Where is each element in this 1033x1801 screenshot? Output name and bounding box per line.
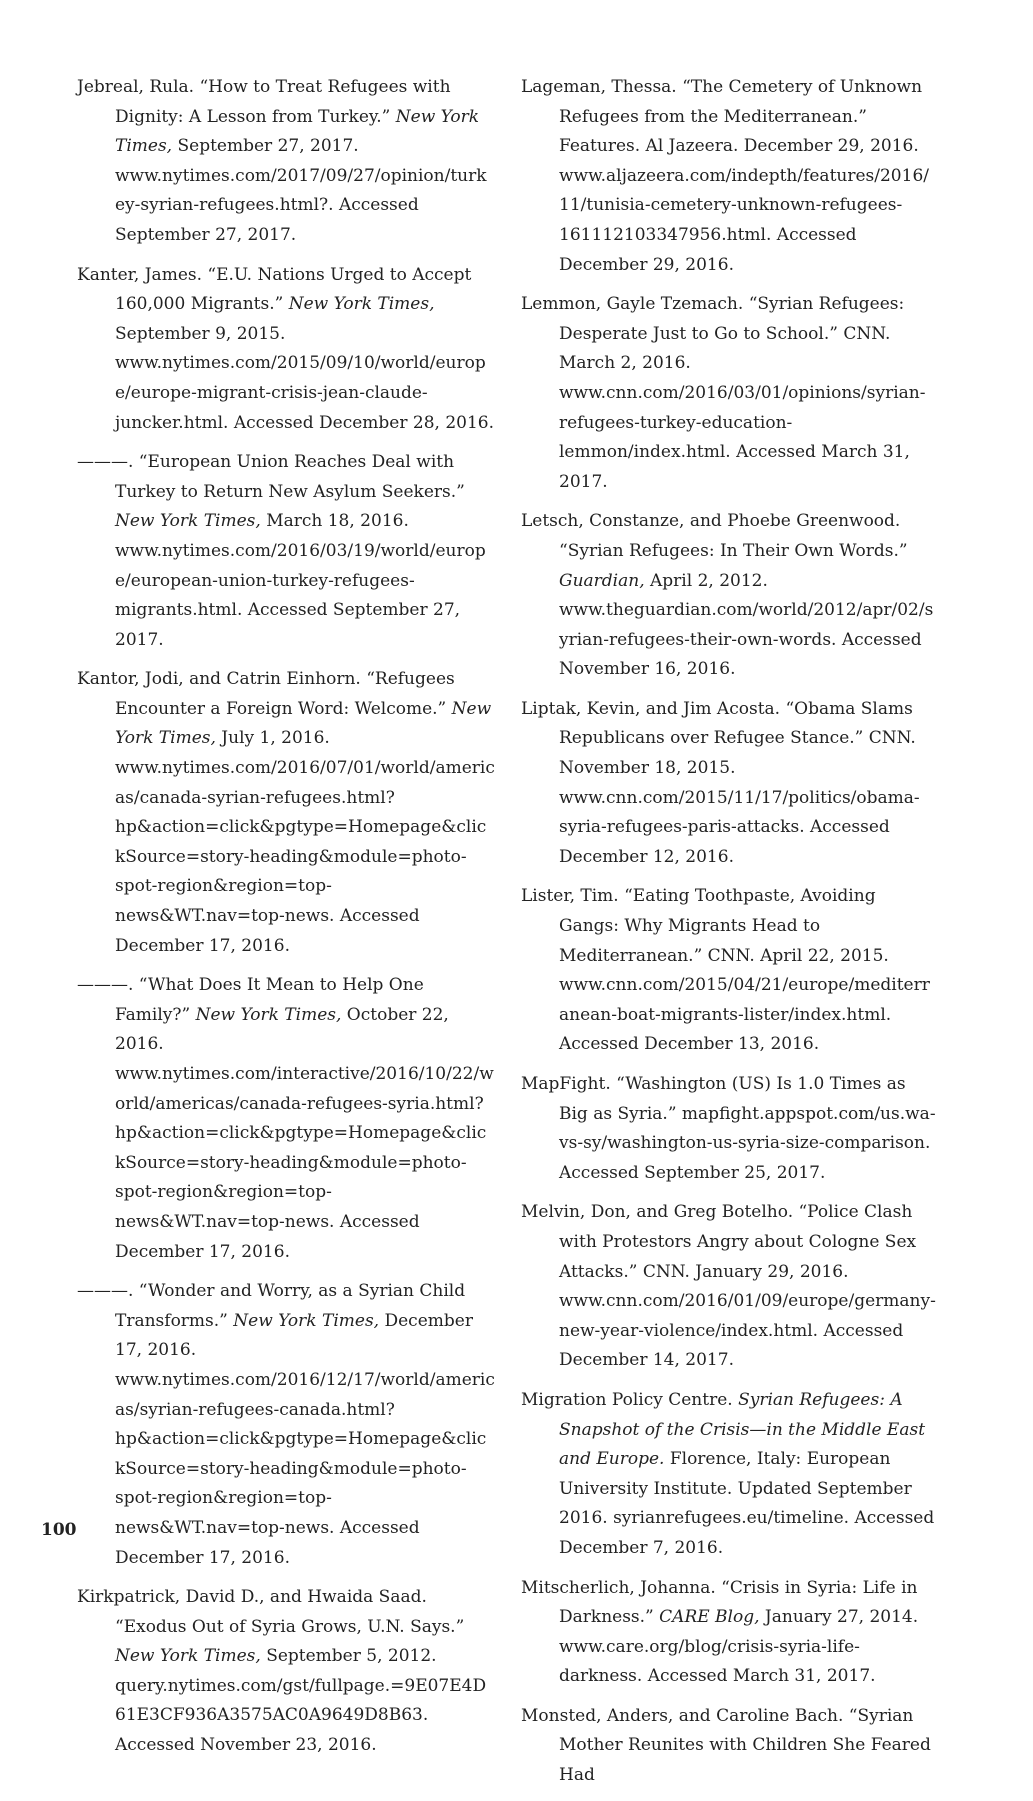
entry-details: July 1, 2016. www.nytimes.com/2016/07/01/world/americas/canada-syrian-refugees.html?hp&action=click&pgtype=Homepage&clickSource=story-heading&module=photo-spot-region&region=top-news&WT.nav=top-news. Accessed December 17, 2016. xyxy=(115,728,495,956)
bibliography-entry xyxy=(521,73,939,280)
entry-text: ———. “European Union Reaches Deal with Turkey to Return New Asylum Seekers.” xyxy=(77,452,465,502)
left-column xyxy=(77,73,495,1771)
bibliography-entry xyxy=(77,971,495,1267)
publication-title: New York Times, xyxy=(195,1004,342,1025)
bibliography-entry xyxy=(521,507,939,685)
entry-text: Liptak, Kevin, and Jim Acosta. “Obama Slams Republicans over Refugee Stance.” CNN. November 18, 2015. www.cnn.com/2015/11/17/politics/obama-syria-refugees-paris-attacks. Accessed December 12, 2016. xyxy=(521,698,920,867)
bibliography-entry xyxy=(77,1277,495,1573)
publication-title: New York Times, xyxy=(115,698,492,749)
entry-text: Kirkpatrick, David D., and Hwaida Saad. “Exodus Out of Syria Grows, U.N. Says.” xyxy=(77,1587,465,1637)
bibliography-entry xyxy=(77,448,495,655)
entry-text: Kanter, James. “E.U. Nations Urged to Accept 160,000 Migrants.” xyxy=(77,264,472,315)
publication-title: CARE Blog, xyxy=(659,1607,760,1628)
bibliography-entry xyxy=(77,1583,495,1761)
bibliography-entry xyxy=(521,1386,939,1564)
right-column xyxy=(521,73,939,1801)
entry-text: Lemmon, Gayle Tzemach. “Syrian Refugees: Desperate Just to Go to School.” CNN. March 2, 2016. www.cnn.com/2016/03/01/opinions/syrian-refugees-turkey-education-lemmon/index.html. Accessed March 31, 2017. xyxy=(521,294,926,492)
entry-details: April 2, 2012. www.theguardian.com/world/2012/apr/02/syrian-refugees-their-own-words. Accessed November 16, 2016. xyxy=(559,570,934,680)
bibliography-entry xyxy=(521,1574,939,1692)
bibliography-entry xyxy=(521,290,939,497)
entry-details: September 27, 2017. www.nytimes.com/2017/09/27/opinion/turkey-syrian-refugees.html?. Accessed September 27, 2017. xyxy=(115,136,487,245)
entry-text: Kantor, Jodi, and Catrin Einhorn. “Refugees Encounter a Foreign Word: Welcome.” xyxy=(77,669,455,719)
entry-text: Lister, Tim. “Eating Toothpaste, Avoiding Gangs: Why Migrants Head to Mediterranean.” CNN. April 22, 2015. www.cnn.com/2015/04/21/europe/mediterranean-boat-migrants-lister/index.html. Accessed December 13, 2016. xyxy=(521,886,930,1055)
bibliography-entry xyxy=(521,1702,939,1791)
publication-title: New York Times, xyxy=(288,294,435,315)
entry-details: Florence, Italy: European University Institute. Updated September 2016. syrianrefugees.eu/timeline. Accessed December 7, 2016. xyxy=(559,1449,935,1558)
bibliography-entry xyxy=(77,261,495,439)
entry-details: October 22, 2016. www.nytimes.com/interactive/2016/10/22/world/americas/canada-refugees-syria.html?hp&action=click&pgtype=Homepage&clickSource=story-heading&module=photo-spot-region&region=top-news&WT.nav=top-news. Accessed December 17, 2016. xyxy=(115,1004,494,1262)
entry-text: Jebreal, Rula. “How to Treat Refugees with Dignity: A Lesson from Turkey.” xyxy=(77,77,451,127)
entry-details: September 9, 2015. www.nytimes.com/2015/09/10/world/europe/europe-migrant-crisis-jean-claude-juncker.html. Accessed December 28, 2016. xyxy=(115,323,495,433)
entry-details: September 5, 2012. query.nytimes.com/gst/fullpage.=9E07E4D61E3CF936A3575AC0A9649D8B63. Accessed November 23, 2016. xyxy=(115,1646,487,1756)
publication-title: Guardian, xyxy=(559,570,645,591)
entry-details: March 18, 2016. www.nytimes.com/2016/03/19/world/europe/european-union-turkey-refugees-migrants.html. Accessed September 27, 2017. xyxy=(115,511,486,650)
publication-title: New York Times, xyxy=(115,106,480,157)
entry-details: January 27, 2014. www.care.org/blog/crisis-syria-life-darkness. Accessed March 31, 2017. xyxy=(559,1607,919,1687)
entry-text: ———. “Wonder and Worry, as a Syrian Child Transforms.” xyxy=(77,1281,466,1331)
entry-text: Letsch, Constanze, and Phoebe Greenwood. “Syrian Refugees: In Their Own Words.” xyxy=(521,511,908,561)
bibliography-entry xyxy=(77,73,495,251)
publication-title: Syrian Refugees: A Snapshot of the Crisis—in the Middle East and Europe. xyxy=(559,1389,926,1470)
bibliography-entry xyxy=(77,665,495,961)
entry-text: Lageman, Thessa. “The Cemetery of Unknown Refugees from the Mediterranean.” Features. Al Jazeera. December 29, 2016. www.aljazeera.com/indepth/features/2016/11/tunisia-cemetery-unknown-refugees-161112103347956.html. Accessed December 29, 2016. xyxy=(521,77,929,275)
bibliography-entry xyxy=(521,695,939,873)
page-number: 100 xyxy=(41,1520,77,1540)
publication-title: New York Times, xyxy=(115,511,261,532)
publication-title: New York Times, xyxy=(115,1646,261,1667)
entry-text: Migration Policy Centre. xyxy=(521,1389,739,1410)
entry-text: Mitscherlich, Johanna. “Crisis in Syria: Life in Darkness.” xyxy=(521,1577,918,1628)
bibliography-entry xyxy=(521,1070,939,1188)
bibliography-entry xyxy=(521,882,939,1060)
entry-text: Melvin, Don, and Greg Botelho. “Police Clash with Protestors Angry about Cologne Sex Attacks.” CNN. January 29, 2016. www.cnn.com/2016/01/09/europe/germany-new-year-violence/index.html. Accessed December 14, 2017. xyxy=(521,1202,936,1371)
entry-text: Monsted, Anders, and Caroline Bach. “Syrian Mother Reunites with Children She Feared Had xyxy=(521,1705,931,1786)
entry-text: MapFight. “Washington (US) Is 1.0 Times as Big as Syria.” mapfight.appspot.com/us.wa-vs-sy/washington-us-syria-size-comparison. Accessed September 25, 2017. xyxy=(521,1074,936,1183)
bibliography-entry xyxy=(521,1198,939,1376)
entry-text: ———. “What Does It Mean to Help One Family?” xyxy=(77,975,424,1025)
entry-details: December 17, 2016. www.nytimes.com/2016/12/17/world/americas/syrian-refugees-canada.html?hp&action=click&pgtype=Homepage&clickSource=story-heading&module=photo-spot-region&region=top-news&WT.nav=top-news. Accessed December 17, 2016. xyxy=(115,1310,495,1568)
publication-title: New York Times, xyxy=(233,1310,380,1331)
